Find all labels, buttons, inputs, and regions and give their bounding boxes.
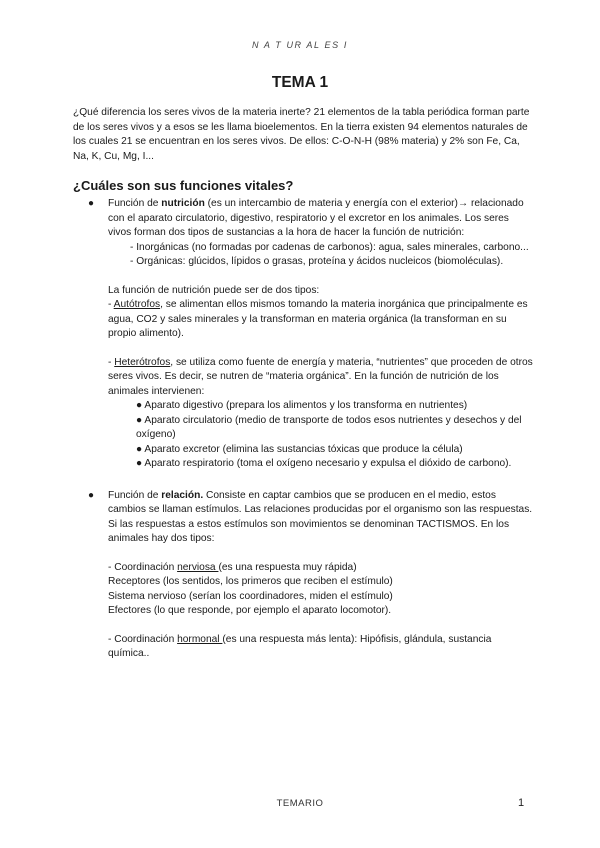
- nutricion-pre: Función de: [108, 198, 162, 209]
- relacion-pre: Función de: [108, 489, 162, 501]
- hormonal-pre: - Coordinación: [108, 633, 178, 645]
- autotrofos-paragraph: - Autótrofos, se alimentan ellos mismos tomando la materia inorgánica que principalmente es agua, CO2 y sales minerales y la transforman en materia orgánica (la transforman en su propio alimento).: [108, 299, 528, 339]
- bullet-dot-icon: ●: [88, 489, 95, 501]
- nerviosa-post: (es una respuesta muy rápida): [218, 561, 357, 573]
- page-title: TEMA 1: [271, 74, 329, 91]
- hormonal-line: [108, 633, 533, 662]
- autotrofos-label: Autótrofos: [113, 299, 161, 310]
- nerviosa-pre: - Coordinación: [108, 561, 178, 573]
- intro-paragraph: ¿Qué diferencia los seres vivos de la materia inerte? 21 elementos de la tabla periódica forman parte de los seres vivos y a esos se les llama bioelementos. En la tierra existen 94 elementos naturales de los cuales 21 se encuentran en los seres vivos. De ellos: C-O-N-H (98% materia) y 2% son Fe, Ca, Na, K, Cu, Mg, I...: [73, 107, 530, 162]
- section-heading: ¿Cuáles son sus funciones vitales?: [73, 178, 294, 193]
- aparato-item: ● Aparato circulatorio (medio de transporte de todos esos nutrientes y desechos y del oxígeno): [136, 414, 522, 440]
- nerviosa-label: nerviosa: [177, 561, 219, 573]
- efectores-line: Efectores (lo que responde, por ejemplo el aparato locomotor).: [108, 605, 392, 616]
- bullet-relacion: [73, 489, 533, 662]
- heterotrofos-paragraph: - Heterótrofos, se utiliza como fuente de energía y materia, “nutrientes” que proceden de otros seres vivos. Es decir, se nutren de “materia orgánica”. En la función de nutrición de los animales intervienen:: [108, 356, 533, 397]
- aparato-item: ● Aparato digestivo (prepara los alimentos y los transforma en nutrientes): [136, 400, 468, 411]
- organicas-item: - Orgánicas: glúcidos, lípidos o grasas, proteína y ácidos nucleicos (biomoléculas).: [130, 256, 504, 267]
- hormonal-label: hormonal: [177, 633, 223, 645]
- page-number: 1: [518, 797, 525, 809]
- nutricion-bold: nutrición: [161, 198, 205, 209]
- nutricion-text: (es un intercambio de materia y energía con el exterior)→ relacionado con el aparato circulatorio, digestivo, respiratorio y el excretor en los animales. Los seres vivos forman dos tipos de sustancias a la hora de hacer la función de nutrición:: [108, 198, 524, 238]
- heterotrofos-label: Heterótrofos: [114, 356, 171, 368]
- nerviosa-block: [108, 561, 533, 619]
- hormonal-post: (es una respuesta más lenta): Hipófisis, glándula, sustancia química..: [108, 633, 492, 659]
- aparatos-list: [108, 399, 533, 472]
- footer-label: TEMARIO: [276, 798, 324, 809]
- autotrofos-text: , se alimentan ellos mismos tomando la materia inorgánica que principalmente es agua, CO2 y sales minerales y la transforman en materia orgánica (la transforman en su propio alimento).: [108, 299, 528, 339]
- page-header: N A T UR AL ES I: [252, 40, 348, 50]
- sistema-line: Sistema nervioso (serían los coordinadores, miden el estímulo): [108, 590, 393, 602]
- receptores-line: Receptores (los sentidos, los primeros que reciben el estímulo): [108, 576, 393, 587]
- relacion-text: Consiste en captar cambios que se producen en el medio, estos cambios se llaman estímulos. Las relaciones producidas por el organismo son las respuestas. Si las respuestas a estos estímulos son movimientos se denominan TACTISMOS. En los animales hay dos tipos:: [108, 489, 533, 544]
- aparato-item: ● Aparato excretor (elimina las sustancias tóxicas que produce la célula): [136, 443, 463, 455]
- nutricion-paragraph: [108, 197, 533, 241]
- relacion-bold: relación.: [161, 489, 204, 501]
- aparato-item: ● Aparato respiratorio (toma el oxígeno necesario y expulsa el dióxido de carbono).: [136, 458, 512, 469]
- nerviosa-line: [108, 561, 533, 576]
- sustancias-list: [108, 241, 533, 270]
- bullet-dot-icon: ●: [88, 198, 95, 209]
- document-body: [73, 106, 533, 662]
- relacion-paragraph: [108, 489, 533, 547]
- heterotrofos-text: , se utiliza como fuente de energía y materia, “nutrientes” que proceden de otros seres vivos. Es decir, se nutren de “materia orgánica”. En la función de nutrición de los animales intervienen:: [108, 356, 533, 397]
- inorganicas-item: - Inorgánicas (no formadas por cadenas de carbonos): agua, sales minerales, carbono...: [130, 241, 529, 253]
- tipos-intro: La función de nutrición puede ser de dos tipos:: [108, 284, 320, 296]
- bullet-nutricion: [73, 197, 533, 472]
